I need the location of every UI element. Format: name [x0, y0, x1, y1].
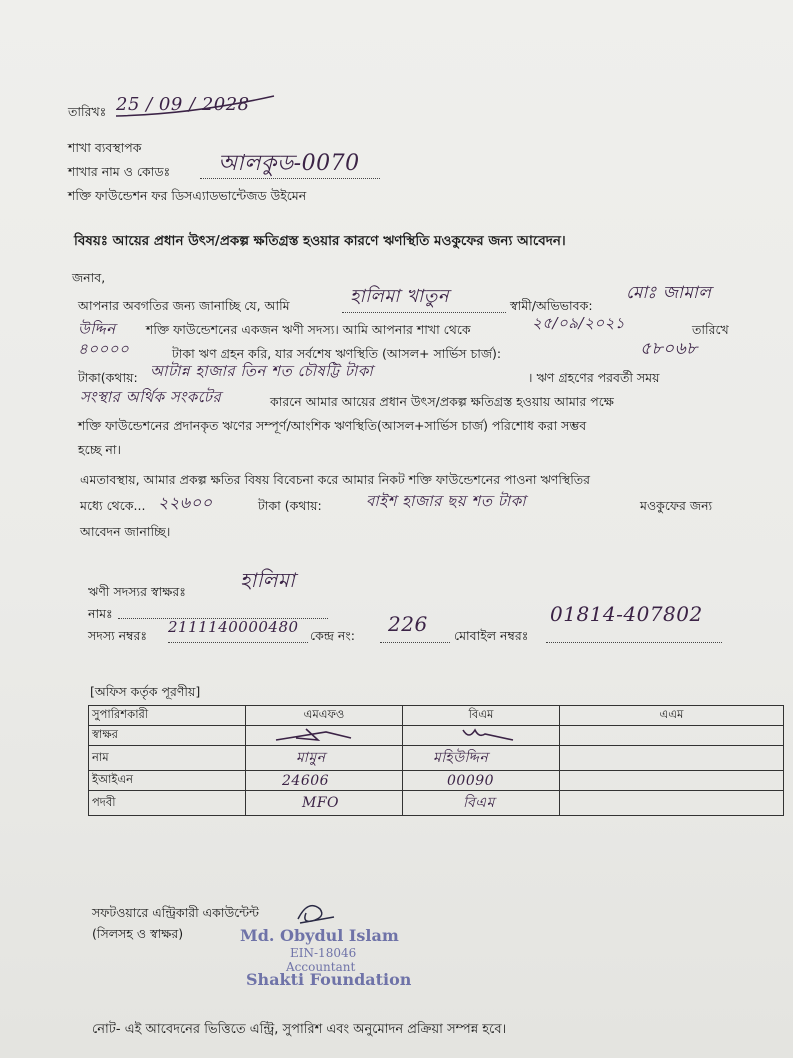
- accountant-label: সফটওয়ারে এন্ট্রিকারী একাউন্টেন্ট: [92, 905, 259, 920]
- bm-signature: [403, 726, 560, 746]
- member-no-value: 2111140000480: [168, 618, 299, 636]
- para2-text2: মধ্যে থেকে...: [80, 498, 146, 513]
- mobile-label: মোবাইল নম্বরঃ: [454, 628, 529, 643]
- mfo-designation: MFO: [246, 791, 403, 816]
- bm-ein: 00090: [403, 771, 560, 791]
- mfo-name: মামুন: [246, 746, 403, 771]
- member-signature: হালিমা: [240, 568, 296, 592]
- para2-text3: টাকা (কথায়:: [258, 498, 322, 513]
- para2-text4: মওকুফের জন্য: [640, 498, 713, 513]
- accountant-sublabel: (সিলসহ ও স্বাক্ষর): [92, 926, 184, 941]
- branch-label: শাখার নাম ও কোডঃ: [68, 164, 171, 179]
- para1-text5: টাকা ঋণ গ্রহন করি, যার সর্বশেষ ঋণস্থিতি (আসল+ সার্ভিস চার্জ):: [172, 346, 502, 361]
- guardian-name: মোঃ জামাল: [626, 283, 712, 303]
- waive-words: বাইশ হাজার ছয় শত টাকা: [366, 492, 527, 510]
- header-mfo: এমএফও: [246, 706, 403, 726]
- para2-text5: আবেদন জানাচ্ছি।: [80, 524, 171, 539]
- date-value: 25 / 09 / 2028: [116, 94, 250, 115]
- mfo-signature: [246, 726, 403, 746]
- mfo-signature-mark: [256, 726, 396, 744]
- stamp-org: Shakti Foundation: [246, 970, 412, 989]
- row-label: নাম: [89, 746, 246, 771]
- date-underline: [114, 88, 284, 120]
- branch-value: আলকুড-0070: [218, 151, 360, 176]
- para1-text7: । ঋণ গ্রহণের পরবর্তী সময়: [528, 370, 660, 385]
- balance-words: আটান্ন হাজার তিন শত চৌষট্টি টাকা: [150, 362, 374, 380]
- am-signature: [560, 726, 784, 746]
- applicant-name: হালিমা খাতুন: [350, 286, 449, 307]
- center-label: কেন্দ্র নং:: [310, 628, 355, 643]
- para1-text10: হচ্ছে না।: [78, 442, 121, 457]
- member-signature-label: ঋণী সদস্যর স্বাক্ষরঃ: [88, 584, 186, 599]
- para1-text9: শক্তি ফাউন্ডেশনের প্রদানকৃত ঋণের সম্পূর্ণ/আংশিক ঋণস্থিতি(আসল+সার্ভিস চার্জ) পরিশোধ করা সম্ভব: [78, 418, 587, 433]
- member-name-label: নামঃ: [88, 606, 113, 621]
- row-label: স্বাক্ষর: [89, 726, 246, 746]
- note: নোট- এই আবেদনের ভিত্তিতে এন্ট্রি, সুপারিশ এবং অনুমোদন প্রক্রিয়া সম্পন্ন হবে।: [92, 1022, 507, 1037]
- subject-line: বিষয়ঃ আয়ের প্রধান উৎস/প্রকল্প ক্ষতিগ্রস্ত হওয়ার কারণে ঋণস্থিতি মওকুফের জন্য আবেদন।: [74, 233, 566, 249]
- mobile-value: 01814-407802: [550, 602, 703, 626]
- mobile-dots: [546, 628, 722, 643]
- header-recommender: সুপারিশকারী: [89, 706, 246, 726]
- org-name: শক্তি ফাউন্ডেশন ফর ডিসএ্যাডভান্টেজড উইমেন: [68, 188, 307, 203]
- center-value: 226: [388, 612, 428, 636]
- table-row: [89, 791, 784, 816]
- balance-amount: ৫৮০৬৮: [640, 339, 698, 359]
- bm-designation: বিএম: [403, 791, 560, 816]
- para1-text1: আপনার অবগতির জন্য জানাচ্ছি যে, আমি: [78, 298, 290, 313]
- para2-text1: এমতাবস্থায়, আমার প্রকল্প ক্ষতির বিষয় বিবেচনা করে আমার নিকট শক্তি ফাউন্ডেশনের পাওনা ঋণস্থিতির: [80, 472, 591, 487]
- loan-amount: ৪০০০০: [78, 340, 130, 358]
- row-label: ইআইএন: [89, 771, 246, 791]
- table-row: [89, 771, 784, 791]
- bm-name: মহিউদ্দিন: [403, 746, 560, 771]
- bm-signature-mark: [413, 726, 553, 744]
- header-am: এএম: [560, 706, 784, 726]
- para1-text3: শক্তি ফাউন্ডেশনের একজন ঋণী সদস্য। আমি আপনার শাখা থেকে: [146, 322, 471, 337]
- date-label: তারিখঃ: [68, 104, 107, 119]
- para1-text6: টাকা(কথায়:: [78, 370, 138, 385]
- office-title: [অফিস কর্তৃক পূরণীয়]: [90, 684, 201, 699]
- table-row: [89, 726, 784, 746]
- stamp-role: Accountant: [286, 960, 356, 974]
- waive-amount: ২২৬০০: [158, 493, 213, 512]
- loan-date: ২৫/০৯/২০২১: [532, 314, 626, 332]
- am-name: [560, 746, 784, 771]
- member-no-label: সদস্য নম্বরঃ: [88, 628, 148, 643]
- addressee-line: শাখা ব্যবস্থাপক: [68, 140, 142, 155]
- guardian-name-cont: উদ্দিন: [78, 320, 116, 338]
- header-bm: বিএম: [403, 706, 560, 726]
- para1-text4: তারিখে: [692, 322, 729, 337]
- office-header-row: [89, 706, 784, 726]
- mfo-ein: 24606: [246, 771, 403, 791]
- table-row: [89, 746, 784, 771]
- office-table: [88, 705, 784, 816]
- row-label: পদবী: [89, 791, 246, 816]
- am-designation: [560, 791, 784, 816]
- para1-text2: স্বামী/অভিভাবক:: [510, 298, 593, 313]
- salutation: জনাব,: [72, 270, 106, 285]
- loss-reason: সংস্থার অর্থিক সংকটের: [80, 388, 222, 406]
- am-ein: [560, 771, 784, 791]
- stamp-ein: EIN-18046: [290, 946, 357, 960]
- stamp-name: Md. Obydul Islam: [240, 926, 399, 945]
- para1-text8: কারনে আমার আয়ের প্রধান উৎস/প্রকল্প ক্ষতিগ্রস্ত হওয়ায় আমার পক্ষে: [270, 394, 614, 409]
